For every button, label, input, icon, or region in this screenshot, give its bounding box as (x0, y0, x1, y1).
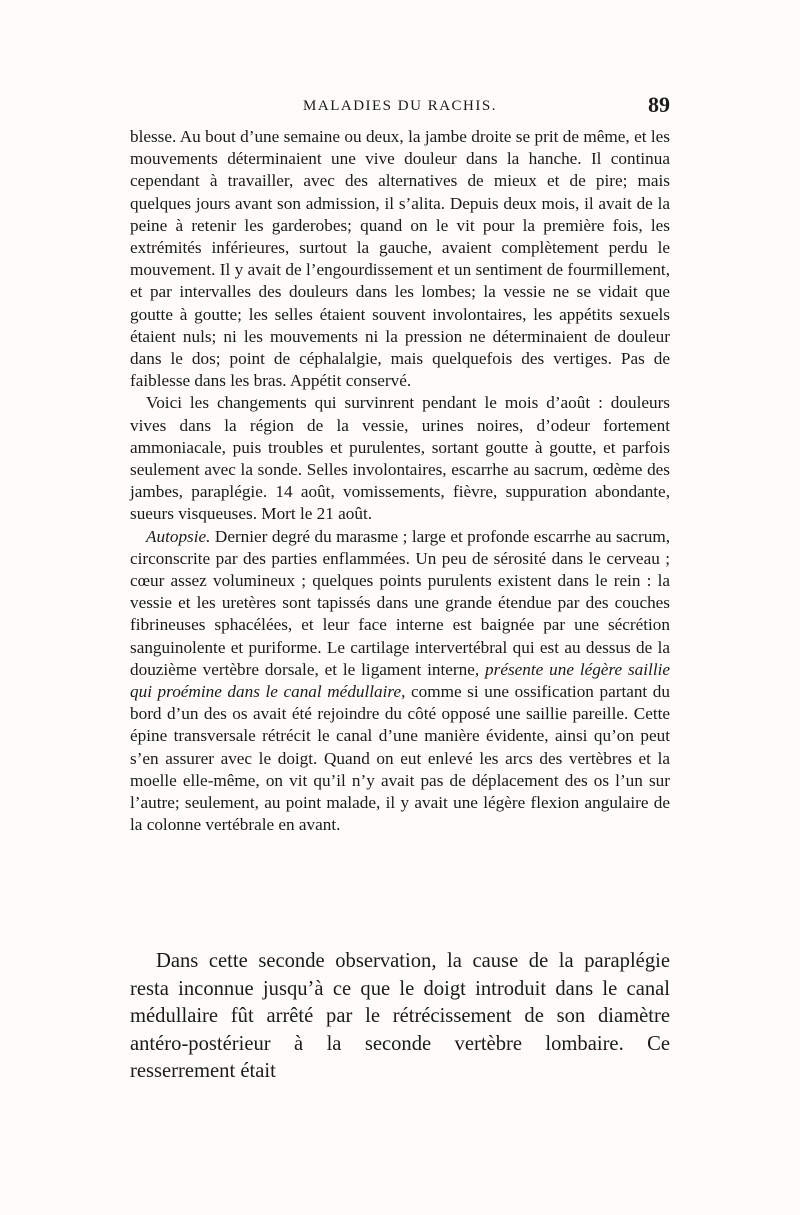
paragraph-case-history: blesse. Au bout d’une semaine ou deux, la jambe droite se prit de même, et les mouvements déterminaient une vive douleur dans la hanche. Il continua cependant à travailler, avec des alternatives de mieux et de pire; mais quelques jours avant son admission, il s’alita. Depuis deux mois, il avait de la peine à retenir les garderobes; quand on le vit pour la première fois, les extrémités inférieures, surtout la gauche, avaient complètement perdu le mouvement. Il y avait de l’engourdissement et un sentiment de fourmillement, et par intervalles des douleurs dans les lombes; la vessie ne se vidait que goutte à goutte; les selles étaient souvent involontaires, les appétits sexuels étaient nuls; ni les mouvements ni la pression ne déterminaient de douleur dans le dos; point de céphalalgie, mais quelquefois des vertiges. Pas de faiblesse dans les bras. Appétit conservé. (130, 127, 670, 391)
paragraph-autopsy (130, 526, 670, 837)
running-head (130, 92, 670, 116)
autopsy-label: Autopsie. (146, 526, 211, 546)
autopsy-text-part2: , comme si une ossification partant du bord d’un des os avait été rejoindre du côté opposé une saillie pareille. Cette épine transversale rétrécit le canal d’une manière évidente, ainsi qu’on peut s’en assurer avec le doigt. Quand on eut enlevé les arcs des vertèbres et la moelle elle-même, on vit qu’il n’y avait pas de déplacement des os l’un sur l’autre; seulement, au point malade, il y avait une légère flexion angulaire de la colonne vertébrale en avant. (130, 682, 670, 835)
autopsy-text-part1: Dernier degré du marasme ; large et profonde escarrhe au sacrum, circonscrite par des parties enflammées. Un peu de sérosité dans le cerveau ; cœur assez volumineux ; quelques points purulents existent dans le rein : la vessie et les uretères sont tapissés dans une grande étendue par des couches fibrineuses sphacélées, et leur face interne est baignée par une sécrétion sanguinolente et puriforme. Le cartilage intervertébral qui est au dessus de la douzième vertèbre dorsale, et le ligament interne, (130, 526, 670, 679)
case-report-text (130, 126, 670, 837)
page-number: 89 (648, 92, 670, 117)
autopsy-italic-finding: présente une légère saillie qui proémine dans le canal médullaire (130, 659, 670, 702)
running-title: MALADIES DU RACHIS. (303, 98, 497, 114)
paragraph-commentary: Dans cette seconde observation, la cause de la paraplégie resta inconnue jusqu’à ce que le doigt introduit dans le canal médullaire fût arrêté par le rétrécissement de son diamètre antéro-postérieur à la seconde vertèbre lombaire. Ce resserrement était (130, 950, 670, 1082)
paragraph-august-changes: Voici les changements qui survinrent pendant le mois d’août : douleurs vives dans la région de la vessie, urines noires, d’odeur fortement ammoniacale, puis troubles et purulentes, sortant goutte à goutte, et parfois seulement avec la sonde. Selles involontaires, escarrhe au sacrum, œdème des jambes, paraplégie. 14 août, vomissements, fièvre, suppuration abondante, sueurs visqueuses. Mort le 21 août. (130, 393, 670, 524)
commentary-text (130, 948, 670, 1086)
